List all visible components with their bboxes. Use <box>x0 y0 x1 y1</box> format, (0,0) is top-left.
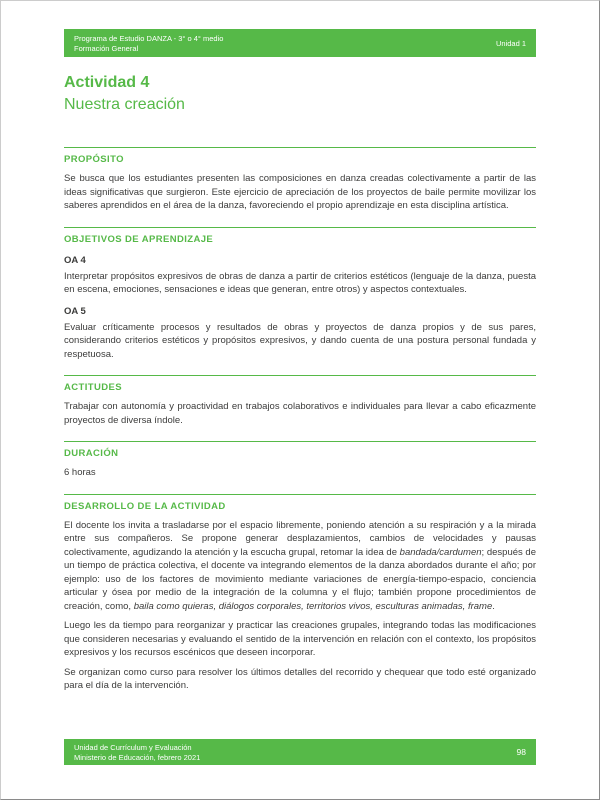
actitudes-body: Trabajar con autonomía y proactividad en trabajos colaborativos e individuales para llevar a cabo eficazmente proyectos de diversa índole. <box>64 401 536 426</box>
oa4-text: Interpretar propósitos expresivos de obras de danza a partir de criterios estéticos (lenguaje de la danza, puesta en escena, emociones, sensaciones e ideas que generan, entre otros) y aspectos contextuales. <box>64 270 536 295</box>
italic-term-bandada: bandada/cardumen <box>399 546 482 558</box>
header-program-title: Programa de Estudio DANZA - 3° o 4° medio <box>74 33 224 43</box>
desarrollo-text-segment: . <box>492 600 495 612</box>
desarrollo-paragraph-1 <box>64 519 536 614</box>
duracion-body: 6 horas <box>64 467 96 478</box>
desarrollo-heading: DESARROLLO DE LA ACTIVIDAD <box>64 500 226 512</box>
duracion-heading: DURACIÓN <box>64 448 119 459</box>
section-objetivos <box>64 227 536 362</box>
proposito-heading: PROPÓSITO <box>64 154 124 165</box>
header-bar <box>64 29 536 57</box>
footer-ministry: Ministerio de Educación, febrero 2021 <box>74 752 201 762</box>
page-content <box>64 73 536 693</box>
desarrollo-paragraph-3: Se organizan como curso para resolver los últimos detalles del recorrido y chequear que todo esté organizado para el día de la intervención. <box>64 666 536 691</box>
section-actitudes <box>64 375 536 427</box>
desarrollo-paragraph-2: Luego les da tiempo para reorganizar y practicar las creaciones grupales, integrando todas las modificaciones que consideren necesarias y evaluando el sentido de la intervención en relación con el contexto, los propósitos expresivos y los recursos escénicos que deseen incorporar. <box>64 620 536 658</box>
activity-name: Nuestra creación <box>64 96 185 113</box>
header-unit-label: Unidad 1 <box>495 38 526 48</box>
footer-bar <box>64 739 536 765</box>
header-left-block <box>74 34 223 53</box>
header-program-subtitle: Formación General <box>74 43 139 53</box>
section-duracion <box>64 441 536 480</box>
italic-term-procedimientos: baila como quieras, diálogos corporales, territorios vivos, esculturas animadas, frame <box>133 600 493 612</box>
footer-department: Unidad de Currículum y Evaluación <box>74 742 192 752</box>
oa5-text: Evaluar críticamente procesos y resultados de obras y proyectos de danza propios y de sus pares, considerando criterios estéticos y propósitos expresivos, y dando cuenta de una postura personal fundada y respetuosa. <box>64 321 536 360</box>
activity-title: Actividad 4 <box>64 74 150 91</box>
footer-page-number: 98 <box>516 747 526 757</box>
objetivos-heading: OBJETIVOS DE APRENDIZAJE <box>64 233 214 245</box>
desarrollo-text-segment: El docente los invita a trasladarse por el espacio libremente, poniendo atención a su respiración y a la mirada entre sus compañeros. Se propone generar desplazamientos, cambios de velocidades y pausas colectivamente, agudizando la atención y la escucha grupal, retomar la idea de <box>64 519 536 558</box>
oa5-code: OA 5 <box>64 305 86 317</box>
section-desarrollo <box>64 494 536 693</box>
section-proposito <box>64 147 536 213</box>
proposito-body: Se busca que los estudiantes presenten las composiciones en danza creadas colectivamente a partir de las ideas significativas que surgieron. Este ejercicio de apreciación de los proyectos de baile permite movilizar los saberes aprendidos en el área de la danza, favoreciendo el propio aprendizaje en esta disciplina artística. <box>64 173 536 211</box>
actitudes-heading: ACTITUDES <box>64 382 122 393</box>
footer-left-block <box>74 743 200 762</box>
oa4-code: OA 4 <box>64 254 86 266</box>
desarrollo-text-segment: ; después de un tiempo de práctica colectiva, el docente va integrando elementos de la danza abordados durante el año; por ejemplo: uso de los factores de movimiento mediante variaciones de energía-tiempo-espacio, conciencia articular y ósea por medio de la integración de la columna y el flujo; también propone procedimientos de creación, como, <box>64 546 537 612</box>
